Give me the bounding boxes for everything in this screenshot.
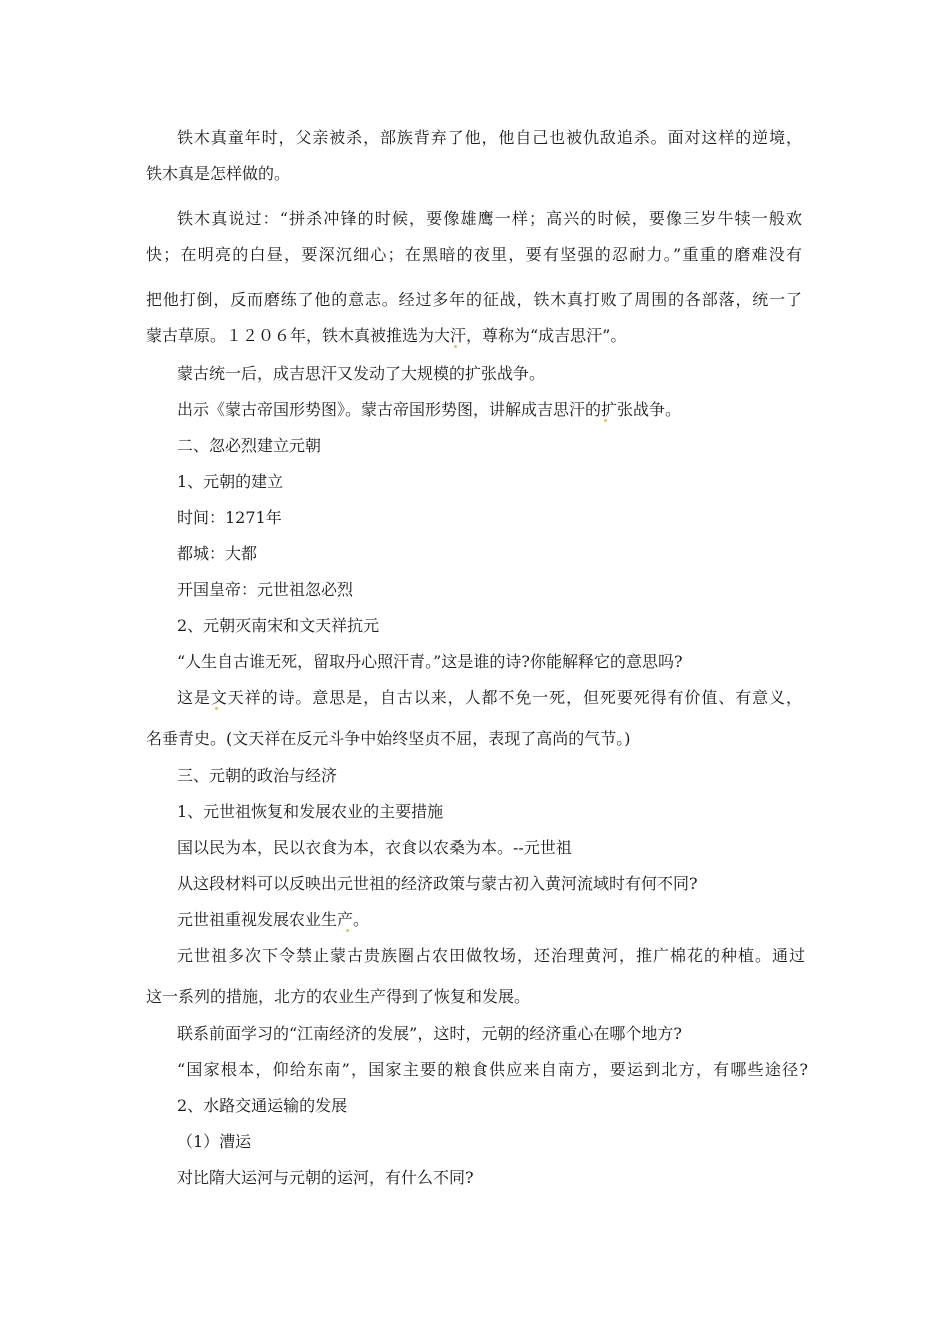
paragraph-line: 铁木真童年时，父亲被杀，部族背弃了他，他自己也被仇敌追杀。面对这样的逆境， [177, 128, 802, 147]
paragraph-line: 元世祖多次下令禁止蒙古贵族圈占农田做牧场，还治理黄河，推广棉花的种植。通过 [177, 946, 805, 965]
decorative-dot [346, 929, 349, 932]
subsection-heading: 2、元朝灭南宋和文天祥抗元 [177, 616, 380, 635]
paragraph-line: 从这段材料可以反映出元世祖的经济政策与蒙古初入黄河流域时有何不同? [177, 874, 698, 893]
paragraph-line: 对比隋大运河与元朝的运河，有什么不同? [177, 1168, 474, 1187]
paragraph-line: 铁木真是怎样做的。 [146, 164, 291, 183]
subsection-heading: 2、水路交通运输的发展 [177, 1096, 348, 1115]
paragraph-line: 元世祖重视发展农业生产。 [177, 910, 370, 929]
decorative-dot [215, 707, 218, 710]
section-heading: 三、元朝的政治与经济 [177, 766, 338, 785]
paragraph-line: 开国皇帝：元世祖忽必烈 [177, 580, 354, 599]
paragraph-line: 联系前面学习的“江南经济的发展”，这时，元朝的经济重心在哪个地方? [177, 1024, 682, 1043]
paragraph-line: “人生自古谁无死，留取丹心照汗青。”这是谁的诗?你能解释它的意思吗? [177, 652, 683, 671]
subsection-heading: 1、元世祖恢复和发展农业的主要措施 [177, 802, 444, 821]
paragraph-line: 时间：1271年 [177, 508, 282, 527]
paragraph-line: 国以民为本，民以衣食为本，衣食以农桑为本。--元世祖 [177, 838, 572, 857]
paragraph-line: 名垂青史。(文天祥在反元斗争中始终坚贞不屈，表现了高尚的气节。) [146, 729, 631, 748]
paragraph-line: 蒙古草原。１２０６年，铁木真被推选为大汗，尊称为“成吉思汗”。 [146, 326, 627, 345]
paragraph-line: 这一系列的措施，北方的农业生产得到了恢复和发展。 [146, 987, 531, 1006]
decorative-dot [604, 419, 607, 422]
section-heading: 二、忽必烈建立元朝 [177, 436, 322, 455]
paragraph-line: 把他打倒，反而磨练了他的意志。经过多年的征战，铁木真打败了周围的各部落，统一了 [146, 290, 802, 309]
subsection-heading: （1）漕运 [177, 1132, 252, 1151]
decorative-dot [454, 345, 457, 348]
subsection-heading: 1、元朝的建立 [177, 472, 284, 491]
paragraph-line: “国家根本，仰给东南”，国家主要的粮食供应来自南方，要运到北方，有哪些途径? [177, 1060, 808, 1079]
paragraph-line: 出示《蒙古帝国形势图》。蒙古帝国形势图，讲解成吉思汗的扩张战争。 [177, 400, 682, 419]
paragraph-line: 铁木真说过：“拼杀冲锋的时候，要像雄鹰一样；高兴的时候，要像三岁牛犊一般欢 [177, 209, 802, 228]
paragraph-line: 快；在明亮的白昼，要深沉细心；在黑暗的夜里，要有坚强的忍耐力。”重重的磨难没有 [146, 245, 802, 264]
paragraph-line: 这是文天祥的诗。意思是，自古以来，人都不免一死，但死要死得有价值、有意义， [177, 688, 802, 707]
paragraph-line: 蒙古统一后，成吉思汗又发动了大规模的扩张战争。 [177, 364, 546, 383]
paragraph-line: 都城：大都 [177, 544, 258, 563]
